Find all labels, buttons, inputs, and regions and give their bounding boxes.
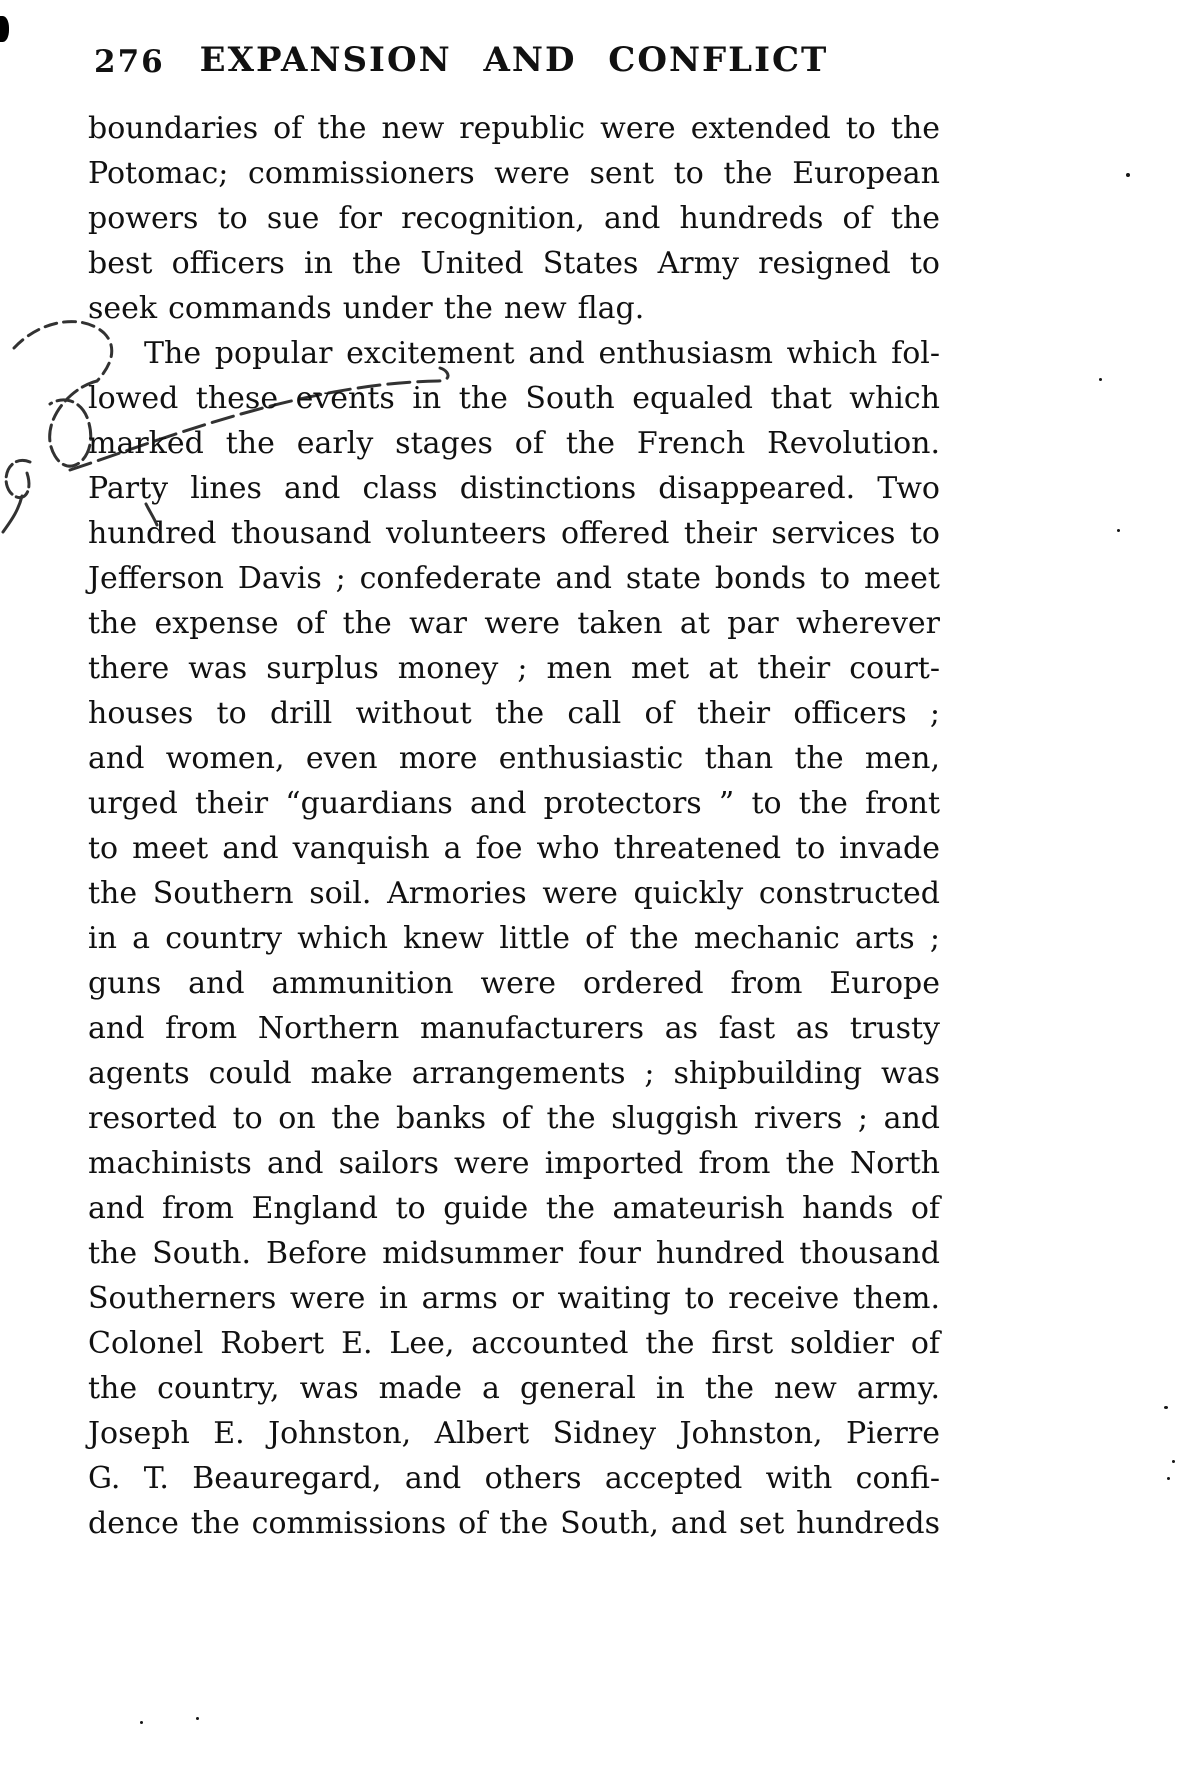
text-block (88, 106, 940, 1546)
text-line: lowed these events in the South equaled that which (88, 381, 940, 416)
scan-speck (1172, 1460, 1175, 1463)
text-line: agents could make arrangements ; shipbuilding was (88, 1056, 940, 1091)
scan-speck (1167, 1477, 1170, 1480)
scan-corner-mark (0, 16, 9, 42)
text-line: Jefferson Davis ; confederate and state bonds to meet (88, 561, 940, 596)
text-line: best officers in the United States Army resigned to (88, 246, 940, 281)
text-line: machinists and sailors were imported from the North (88, 1146, 940, 1181)
text-line: and from Northern manufacturers as fast as trusty (88, 1011, 940, 1046)
text-line: hundred thousand volunteers offered their services to (88, 516, 940, 551)
text-line: houses to drill without the call of their officers ; (88, 696, 940, 731)
text-line: the country, was made a general in the new army. (88, 1371, 940, 1406)
text-line: to meet and vanquish a foe who threatened to invade (88, 831, 940, 866)
text-line: resorted to on the banks of the sluggish rivers ; and (88, 1101, 940, 1136)
text-line: dence the commissions of the South, and set hundreds (88, 1506, 940, 1541)
text-line: Potomac; commissioners were sent to the European (88, 156, 940, 191)
scan-speck (1126, 173, 1130, 177)
scan-speck (1117, 529, 1120, 532)
text-line: seek commands under the new flag. (88, 291, 645, 326)
text-line: Joseph E. Johnston, Albert Sidney Johnston, Pierre (88, 1416, 940, 1451)
page-title: EXPANSION AND CONFLICT (199, 40, 829, 80)
text-line: powers to sue for recognition, and hundreds of the (88, 201, 940, 236)
text-line: The popular excitement and enthusiasm which fol- (144, 336, 940, 371)
text-line: the South. Before midsummer four hundred thousand (88, 1236, 940, 1271)
scan-speck (196, 1717, 199, 1720)
text-line: the expense of the war were taken at par wherever (88, 606, 940, 641)
page-header (88, 40, 940, 90)
page-number: 276 (94, 44, 165, 80)
text-line: G. T. Beauregard, and others accepted with confi- (88, 1461, 940, 1496)
text-line: there was surplus money ; men met at their court- (88, 651, 940, 686)
text-line: and from England to guide the amateurish hands of (88, 1191, 940, 1226)
text-line: Southerners were in arms or waiting to receive them. (88, 1281, 940, 1316)
text-line: and women, even more enthusiastic than the men, (88, 741, 940, 776)
text-line: boundaries of the new republic were extended to the (88, 111, 940, 146)
scan-speck (1099, 378, 1102, 381)
text-line: Party lines and class distinctions disappeared. Two (88, 471, 940, 506)
text-line: in a country which knew little of the mechanic arts ; (88, 921, 940, 956)
text-line: urged their “guardians and protectors ” to the front (88, 786, 940, 821)
text-line: marked the early stages of the French Revolution. (88, 426, 940, 461)
scan-speck (1164, 1406, 1168, 1409)
text-line: guns and ammunition were ordered from Europe (88, 966, 940, 1001)
scan-speck (140, 1721, 143, 1724)
text-line: Colonel Robert E. Lee, accounted the first soldier of (88, 1326, 940, 1361)
text-line: the Southern soil. Armories were quickly constructed (88, 876, 940, 911)
